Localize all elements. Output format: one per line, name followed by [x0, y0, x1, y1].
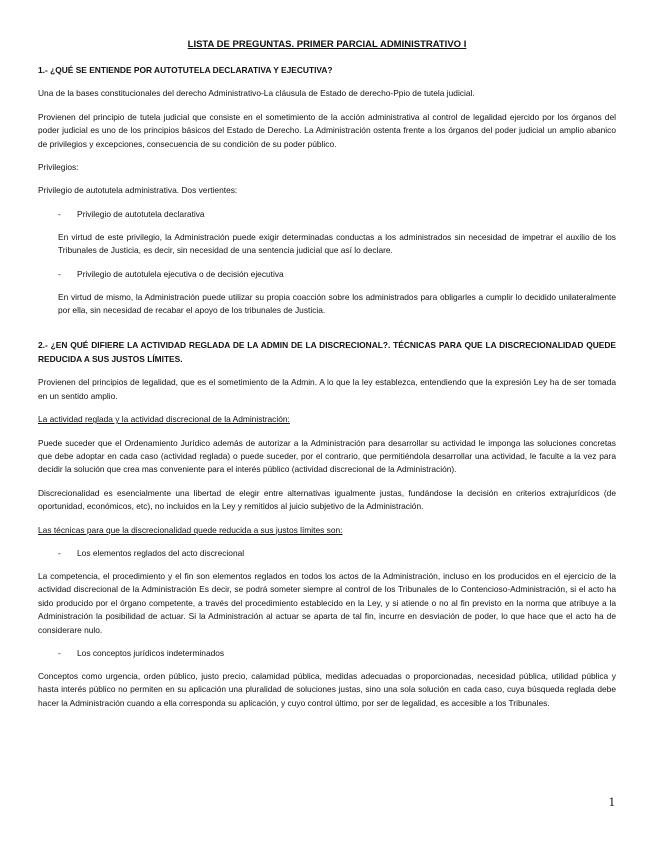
bullet-text: Privilegio de autotulela ejecutiva o de decisión ejecutiva — [77, 268, 284, 279]
q1-paragraph-1: Una de la bases constitucionales del derecho Administrativo-La cláusula de Estado de derecho-Ppio de tutela judicial. — [38, 88, 475, 99]
bullet-marker: - — [58, 208, 61, 219]
page-number: 1 — [608, 794, 615, 809]
question-1-heading: 1.- ¿QUÉ SE ENTIENDE POR AUTOTUTELA DECLARATIVA Y EJECUTIVA? — [38, 65, 333, 75]
q2-paragraph-1: Provienen del principios de legalidad, que es el sometimiento de la Admin. A lo que la ley establezca, entendiendo que la expresión Ley ha de ser tomada en un sentido amplio. — [38, 377, 616, 401]
q2-paragraph-4: La competencia, el procedimiento y el fin son elementos reglados en todos los actos de la Administración, incluso en los producidos en el ejercicio de la actividad discrecional de la Administración Es decir, se podrá someter siempre al control de los Tribunales de lo Contencioso-Administración, si el acto ha sido producido por el órgano competente, a través del procedimiento establecido en la Ley, y si atiende o no al fin previsto en la norma que atribuye a la Administración la posibilidad de actuar. Si la Administración al actuar se aparta de tal fin, incurre en desviación de poder, lo que hace que el acto ha de considerare nulo. — [38, 570, 616, 635]
q2-paragraph-5: Conceptos como urgencia, orden público, justo precio, calamidad pública, medidas adecuadas o proporcionadas, necesidad pública, utilidad pública y hasta interés público no permiten en su aplicación una pluralidad de soluciones justas, sino una sola solución en cada caso, cuya búsqueda reglada debe hacer la Administración cuando a ella corresponda su aplicación, y cuyo control último, por ser de legalidad, es accesible a los Tribunales. — [38, 670, 616, 708]
question-2-heading: 2.- ¿EN QUÉ DIFIERE LA ACTIVIDAD REGLADA DE LA ADMIN DE LA DISCRECIONAL?. TÉCNICAS PARA QUE LA DISCRECIONALIDAD QUEDE REDUCIDA A SUS JUSTOS LÍMITES. — [38, 340, 616, 364]
q1-paragraph-3: Privilegios: — [38, 162, 79, 173]
q1-bullet-1-text: En virtud de este privilegio, la Administración puede exigir determinadas conductas a los administrados sin necesidad de impetrar el auxilio de los Tribunales de Justicia, es decir, sin necesidad de una sentencia judicial que así lo declare. — [58, 231, 616, 256]
q1-bullet-1 — [38, 208, 616, 221]
q1-paragraph-2: Provienen del principio de tutela judicial que consiste en el sometimiento de la acción administrativa al control de legalidad ejercido por los órganos del poder judicial es uno de los principios básicos del Estado de Derecho. La Administración ostenta frente a los órganos del poder judicial un amplio abanico de privilegios y excepciones, consecuencia de su condición de su poder público. — [38, 111, 616, 149]
document-page — [38, 38, 616, 710]
bullet-marker: - — [58, 547, 61, 558]
q2-subheading-2: Las técnicas para que la discrecionalidad quede reducida a sus justos límites son: — [38, 524, 343, 535]
q1-bullet-2 — [38, 268, 616, 281]
q2-paragraph-3: Discrecionalidad es esencialmente una libertad de elegir entre alternativas igualmente justas, fundándose la decisión en criterios extrajurídicos (de oportunidad, económicos, etc), no incluidos en la Ley y remitidos al juicio subjetivo de la Administración. — [38, 487, 616, 512]
q1-bullet-2-text: En virtud de mismo, la Administración puede utilizar su propia coacción sobre los administrados para obligarles a cumplir lo decidido unilateralmente por ella, sin necesidad de recabar el apoyo de los tribunales de Justicia. — [58, 291, 616, 316]
bullet-marker: - — [58, 647, 61, 658]
q2-subheading-1: La actividad reglada y la actividad discrecional de la Administración: — [38, 414, 290, 425]
bullet-text: Los elementos reglados del acto discrecional — [77, 547, 245, 558]
bullet-text: Los conceptos jurídicos indeterminados — [77, 647, 225, 658]
document-title: LISTA DE PREGUNTAS. PRIMER PARCIAL ADMINISTRATIVO I — [187, 39, 467, 50]
q1-paragraph-4: Privilegio de autotutela administrativa. Dos vertientes: — [38, 185, 238, 196]
q2-bullet-2 — [38, 647, 616, 660]
q2-paragraph-2: Puede suceder que el Ordenamiento Jurídico además de autorizar a la Administración para desarrollar su actividad le imponga las soluciones concretas que debe adoptar en cada caso (actividad reglada) o puede suceder, por el contrario, que permitiéndola desarrollar una actividad, le faculte a la vez para decidir la solución que crea mas conveniente para el interés público (actividad discrecional de la Administración). — [38, 437, 616, 475]
bullet-marker: - — [58, 268, 61, 279]
bullet-text: Privilegio de autotutela declarativa — [77, 208, 205, 219]
q2-bullet-1 — [38, 547, 616, 560]
